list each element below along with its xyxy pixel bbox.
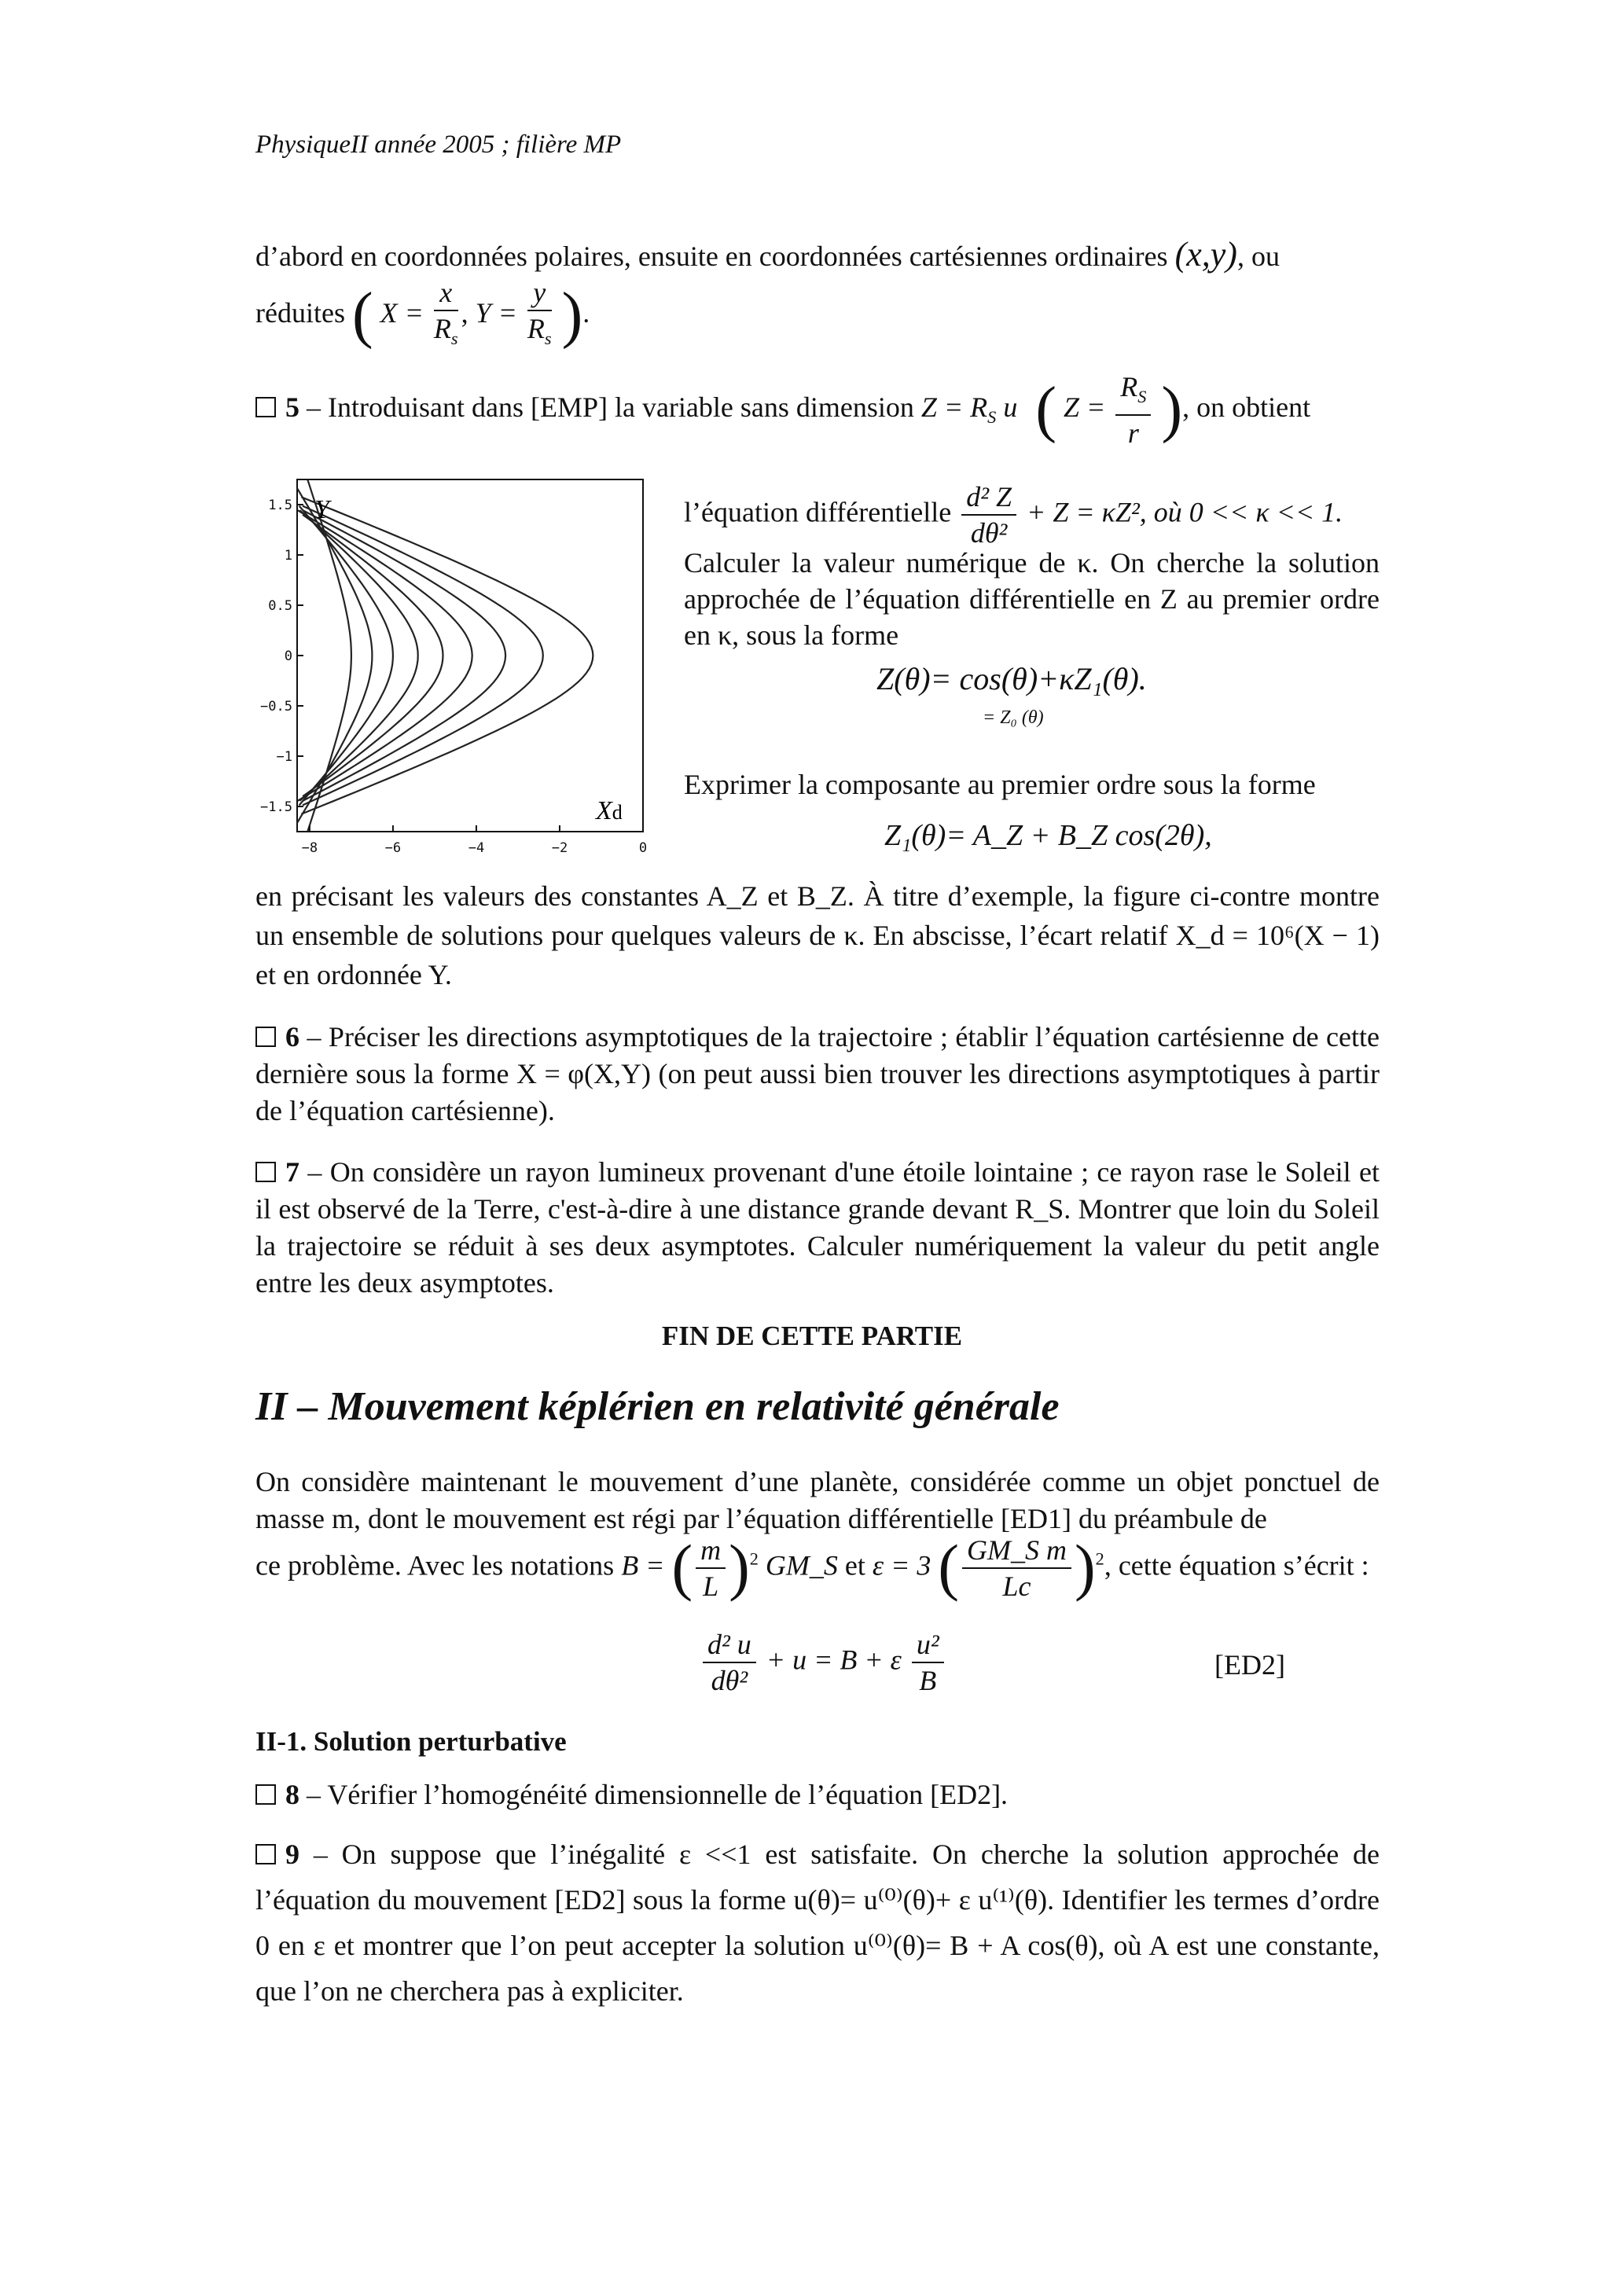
question-5-header: 5 – Introduisant dans [EMP] la variable sans dimension $Z = R_S$ u ( Z = $\frac{R_S}{r}$ ), on obtient xyxy=(255,369,1380,450)
y-tick-label: −0.5 xyxy=(260,699,292,715)
running-header: PhysiqueII année 2005 ; filière MP xyxy=(255,130,622,159)
y-axis-label: Y xyxy=(314,495,329,524)
frac-x-over-rs: $\frac{x}{R_s}$ xyxy=(433,277,458,349)
x-axis-label: Xd xyxy=(596,796,623,825)
y-tick-label: 1 xyxy=(284,548,292,564)
x-tick-label: 0 xyxy=(638,840,648,856)
y-tick-label: 0.5 xyxy=(268,598,292,614)
checkbox-icon xyxy=(255,1844,276,1864)
trajectory-curve xyxy=(303,506,543,806)
end-of-part: FIN DE CETTE PARTIE xyxy=(661,1321,963,1351)
intro-line-2: réduites ( X = $\frac{x}{R_s}$ , Y = $\frac{y}{R_s}$ ). xyxy=(255,275,590,356)
x-tick-label: −4 xyxy=(468,840,485,856)
question-5-conclusion: en précisant les valeurs des constantes A_Z et B_Z. À titre d’exemple, la figure ci-contre montre un ensemble de solutions pour quelques valeurs de κ. En abscisse, l’écart relatif X_d = 10⁶(X − 1) et en ordonnée Y. xyxy=(255,880,1380,990)
checkbox-icon xyxy=(255,1162,276,1182)
y-tick-label: −1 xyxy=(276,749,292,765)
intro-line-1: d’abord en coordonnées polaires, ensuite en coordonnées cartésiennes ordinaires (x,y), ou xyxy=(255,235,1280,274)
checkbox-icon xyxy=(255,1027,276,1047)
frac-y-over-rs: $\frac{y}{R_s}$ xyxy=(527,277,552,349)
y-tick-label: 1.5 xyxy=(268,498,292,513)
y-tick-label: −1.5 xyxy=(260,799,292,815)
trajectory-curves xyxy=(297,479,593,832)
solution-formula: Z(θ)= cos(θ)+κZ₁(θ). xyxy=(876,661,1147,696)
ode-line: l’équation différentielle $\frac{\text{d² Z}}{\text{dθ²}}$ + Z = κZ², où 0 << κ << 1. xyxy=(684,481,1343,549)
section-2-title: II – Mouvement képlérien en relativité générale xyxy=(255,1384,1060,1429)
checkbox-icon xyxy=(255,1784,276,1805)
express-line: Exprimer la composante au premier ordre sous la forme xyxy=(684,769,1316,800)
question-7: 7 – On considère un rayon lumineux provenant d'une étoile lointaine ; ce rayon rase le Soleil et il est observé de la Terre, c'est-à-dire à une distance grande devant R_S. Montrer que loin du Soleil la trajectoire se réduit à ses deux asymptotes. Calculer numériquement la valeur du petit angle entre les deux asymptotes. xyxy=(255,1156,1380,1299)
trajectory-figure xyxy=(236,476,660,861)
ed2-tag: [ED2] xyxy=(1214,1649,1285,1681)
x-tick-label: −2 xyxy=(551,840,568,856)
frac-rs-over-r: $\frac{R_S}{r}$ xyxy=(1115,369,1151,450)
solution-underbrace: = Z₀ (θ) xyxy=(983,707,1044,728)
x-tick-label: −6 xyxy=(384,840,402,856)
section-2-intro: On considère maintenant le mouvement d’une planète, considérée comme un objet ponctuel de masse m, dont le mouvement est régi par l’équation différentielle [ED1] du préambule de xyxy=(255,1466,1380,1534)
calc-paragraph: Calculer la valeur numérique de κ. On cherche la solution approchée de l’équation différentielle en Z au premier ordre en κ, sous la forme xyxy=(684,547,1380,651)
notation-line: ce problème. Avec les notations B = ( $\frac{m}{L}$ )$^2$ GM_S et ε = 3 ( $\frac{\text{GM\_S m}}{Lc}$ )$^2$, cette équation s’écrit : xyxy=(255,1533,1369,1603)
ode-fraction: $\frac{\text{d² Z}}{\text{dθ²}}$ xyxy=(961,479,1016,550)
equation-ed2: $\frac{\text{d² u}}{\text{dθ²}}$ + u = B + ε $\frac{\text{u²}}{B}$ xyxy=(700,1627,947,1698)
question-9: 9 – On suppose que l’inégalité ε <<1 est satisfaite. On cherche la solution approchée de l’équation du mouvement [ED2] sous la forme u(θ)= u⁽⁰⁾(θ)+ ε u⁽¹⁾(θ). Identifier les termes d’ordre 0 en ε et montrer que l’on peut accepter la solution u⁽⁰⁾(θ)= B + A cos(θ), où A est une constante, que l’on ne cherchera pas à expliciter. xyxy=(255,1839,1380,2007)
x-tick-label: −8 xyxy=(301,840,318,856)
question-8: 8 – Vérifier l’homogénéité dimensionnelle de l’équation [ED2]. xyxy=(255,1776,1008,1813)
trajectory-curve xyxy=(301,497,593,814)
y-tick-label: 0 xyxy=(284,648,292,664)
subsection-title: II-1. Solution perturbative xyxy=(255,1726,567,1757)
checkbox-icon xyxy=(255,397,276,417)
trajectory-curve xyxy=(299,510,417,801)
question-6: 6 – Préciser les directions asymptotiques de la trajectoire ; établir l’équation cartésienne de cette dernière sous la forme X = φ(X,Y) (on peut aussi bien trouver les directions asymptotiques à partir de l’équation cartésienne). xyxy=(255,1021,1380,1126)
coords-xy: (x,y) xyxy=(1174,235,1237,274)
z1-formula: Z₁(θ)= A_Z + B_Z cos(2θ), xyxy=(884,819,1212,852)
